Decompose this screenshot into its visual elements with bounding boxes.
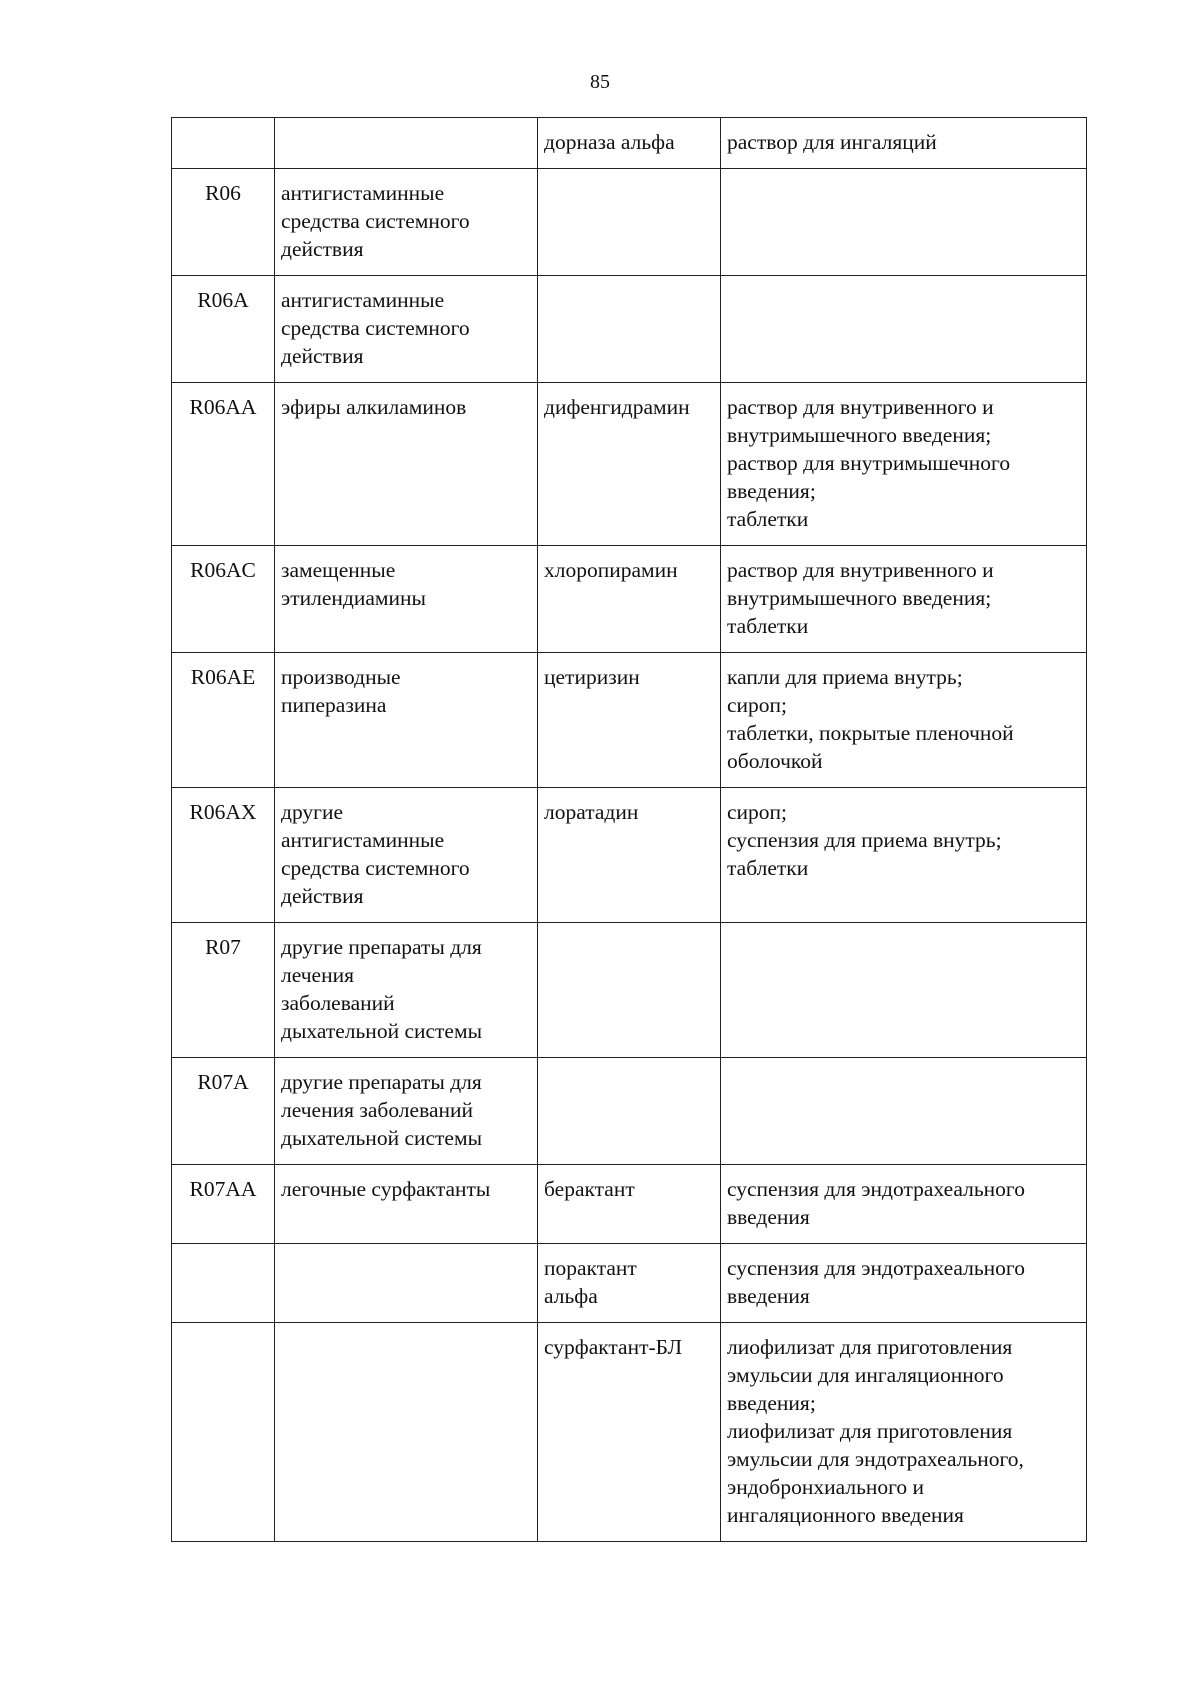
substance-cell: берактант — [538, 1165, 721, 1244]
table-row — [172, 169, 1087, 276]
dosage-form-cell: раствор для внутривенного и внутримышечного введения; таблетки — [721, 546, 1087, 653]
group-cell: другие препараты для лечения заболеваний дыхательной системы — [275, 923, 538, 1058]
dosage-form-cell — [721, 923, 1087, 1058]
group-cell: легочные сурфактанты — [275, 1165, 538, 1244]
atc-code-cell: R07AA — [172, 1165, 275, 1244]
substance-cell: лоратадин — [538, 788, 721, 923]
group-cell: другие препараты для лечения заболеваний дыхательной системы — [275, 1058, 538, 1165]
dosage-form-cell — [721, 1058, 1087, 1165]
atc-code-cell: R06AE — [172, 653, 275, 788]
table-row — [172, 1058, 1087, 1165]
group-cell — [275, 118, 538, 169]
group-cell: антигистаминные средства системного действия — [275, 276, 538, 383]
table-row — [172, 118, 1087, 169]
substance-cell — [538, 276, 721, 383]
dosage-form-cell: суспензия для эндотрахеального введения — [721, 1244, 1087, 1323]
page-number: 85 — [590, 71, 610, 93]
substance-cell: дифенгидрамин — [538, 383, 721, 546]
drug-table — [171, 117, 1087, 1542]
substance-cell: порактант альфа — [538, 1244, 721, 1323]
dosage-form-cell: раствор для ингаляций — [721, 118, 1087, 169]
group-cell: эфиры алкиламинов — [275, 383, 538, 546]
table-row — [172, 1165, 1087, 1244]
group-cell — [275, 1244, 538, 1323]
group-cell: замещенные этилендиамины — [275, 546, 538, 653]
atc-code-cell: R06A — [172, 276, 275, 383]
table-row — [172, 546, 1087, 653]
dosage-form-cell — [721, 276, 1087, 383]
dosage-form-cell: сироп; суспензия для приема внутрь; таблетки — [721, 788, 1087, 923]
atc-code-cell: R06AA — [172, 383, 275, 546]
dosage-form-cell: суспензия для эндотрахеального введения — [721, 1165, 1087, 1244]
atc-code-cell: R07A — [172, 1058, 275, 1165]
atc-code-cell: R06 — [172, 169, 275, 276]
group-cell: антигистаминные средства системного действия — [275, 169, 538, 276]
group-cell — [275, 1323, 538, 1542]
atc-code-cell: R06AC — [172, 546, 275, 653]
dosage-form-cell: лиофилизат для приготовления эмульсии для ингаляционного введения; лиофилизат для приготовления эмульсии для эндотрахеального, эндобронхиального и ингаляционного введения — [721, 1323, 1087, 1542]
atc-code-cell: R07 — [172, 923, 275, 1058]
atc-code-cell — [172, 1323, 275, 1542]
dosage-form-cell: капли для приема внутрь; сироп; таблетки, покрытые пленочной оболочкой — [721, 653, 1087, 788]
group-cell: другие антигистаминные средства системного действия — [275, 788, 538, 923]
table-row — [172, 276, 1087, 383]
table-row — [172, 788, 1087, 923]
dosage-form-cell: раствор для внутривенного и внутримышечного введения; раствор для внутримышечного введения; таблетки — [721, 383, 1087, 546]
table-row — [172, 383, 1087, 546]
dosage-form-cell — [721, 169, 1087, 276]
group-cell: производные пиперазина — [275, 653, 538, 788]
table-row — [172, 923, 1087, 1058]
atc-code-cell — [172, 118, 275, 169]
substance-cell — [538, 169, 721, 276]
substance-cell: хлоропирамин — [538, 546, 721, 653]
substance-cell: цетиризин — [538, 653, 721, 788]
substance-cell: дорназа альфа — [538, 118, 721, 169]
table-row — [172, 1244, 1087, 1323]
substance-cell — [538, 1058, 721, 1165]
table-row — [172, 653, 1087, 788]
atc-code-cell — [172, 1244, 275, 1323]
atc-code-cell: R06AX — [172, 788, 275, 923]
table-row — [172, 1323, 1087, 1542]
substance-cell: сурфактант-БЛ — [538, 1323, 721, 1542]
substance-cell — [538, 923, 721, 1058]
